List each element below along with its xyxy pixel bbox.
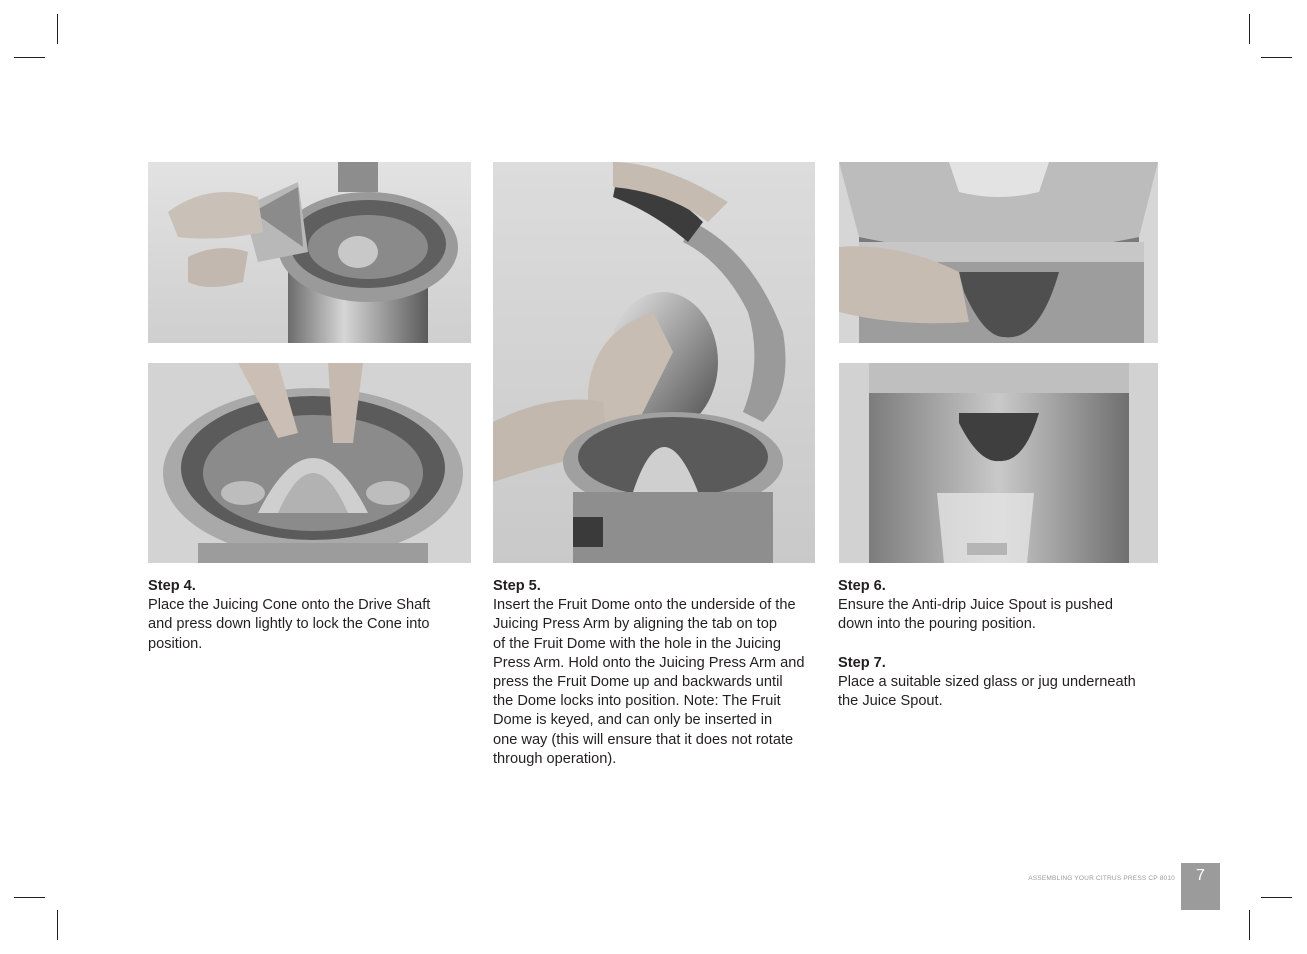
- crop-mark-bottom-right-h: [1261, 897, 1292, 898]
- step-4-title: Step 4.: [148, 578, 196, 594]
- step-6-block: [838, 577, 1158, 635]
- crop-mark-top-left-v: [57, 14, 58, 44]
- crop-mark-top-left-h: [14, 57, 45, 58]
- crop-mark-bottom-left-v: [57, 910, 58, 940]
- step-4-block: [148, 577, 468, 654]
- crop-mark-top-right-v: [1249, 14, 1250, 44]
- page-number-tab: [1181, 863, 1220, 910]
- crop-mark-bottom-left-h: [14, 897, 45, 898]
- step-5-line: of the Fruit Dome with the hole in the Juicing: [493, 635, 781, 652]
- step-7-line: Place a suitable sized glass or jug underneath: [838, 674, 1136, 691]
- step-5-line: Dome is keyed, and can only be inserted in: [493, 712, 773, 729]
- photo-step5-fruit-dome: [493, 162, 815, 563]
- step-7-title: Step 7.: [838, 655, 886, 671]
- step-4-line: Place the Juicing Cone onto the Drive Shaft: [148, 597, 431, 614]
- page-number: 7: [1196, 867, 1205, 884]
- step-5-line: one way (this will ensure that it does not rotate: [493, 731, 794, 748]
- step-4-line: and press down lightly to lock the Cone into: [148, 616, 430, 633]
- step-5-block: [493, 577, 818, 769]
- photo-step4-placing-cone: [148, 162, 471, 343]
- photo-step4-pressing-cone: [148, 363, 471, 563]
- step-7-block: [838, 654, 1158, 712]
- step-4-line: position.: [148, 635, 203, 652]
- photo-step6-juice-spout: [839, 162, 1158, 343]
- step-5-line: through operation).: [493, 750, 617, 767]
- step-5-line: press the Fruit Dome up and backwards until: [493, 674, 783, 691]
- step-7-line: the Juice Spout.: [838, 693, 943, 710]
- step-5-line: Juicing Press Arm by aligning the tab on top: [493, 616, 777, 633]
- crop-mark-top-right-h: [1261, 57, 1292, 58]
- step-6-title: Step 6.: [838, 578, 886, 594]
- step-5-line: the Dome locks into position. Note: The Fruit: [493, 693, 781, 710]
- step-5-line: Press Arm. Hold onto the Juicing Press Arm and: [493, 654, 805, 671]
- step-6-line: down into the pouring position.: [838, 616, 1036, 633]
- crop-mark-bottom-right-v: [1249, 910, 1250, 940]
- step-5-line: Insert the Fruit Dome onto the underside of the: [493, 597, 796, 614]
- footer-section-label: ASSEMBLING YOUR CITRUS PRESS CP 8010: [1028, 875, 1175, 882]
- step-5-title: Step 5.: [493, 578, 541, 594]
- photo-step7-glass-under-spout: [839, 363, 1158, 563]
- step-6-line: Ensure the Anti-drip Juice Spout is pushed: [838, 597, 1114, 614]
